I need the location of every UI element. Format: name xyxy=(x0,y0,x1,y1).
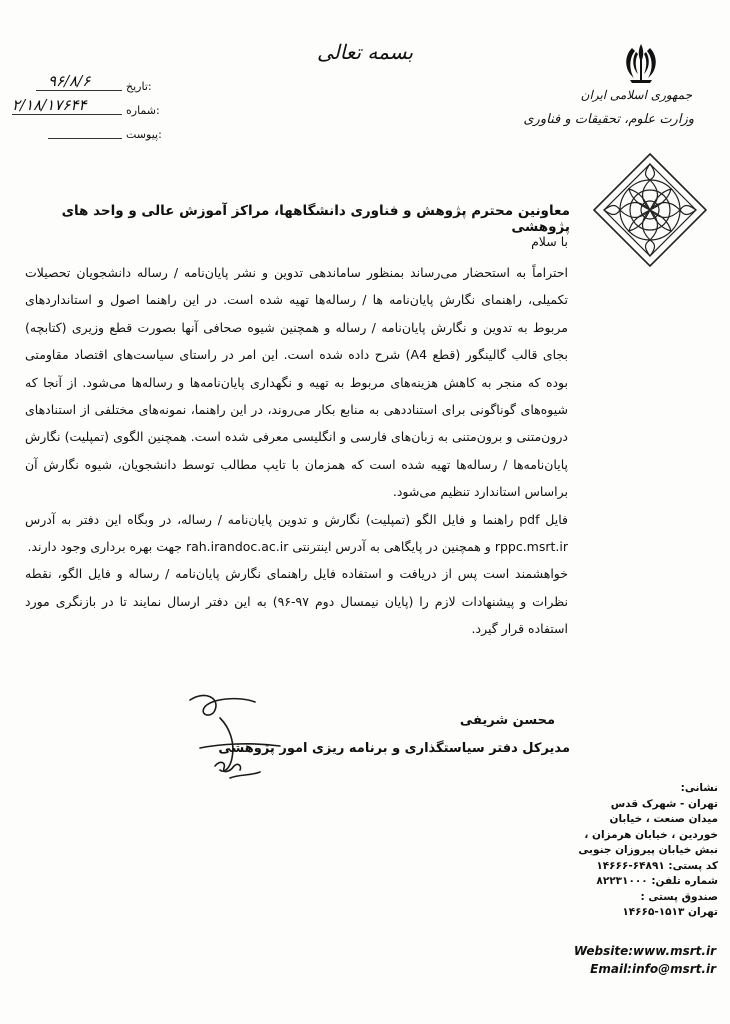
letter-body xyxy=(25,259,568,643)
address-line: کد پستی: ۶۴۸۹۱-۱۴۶۶۶ xyxy=(596,859,718,872)
ornament-icon xyxy=(590,150,710,270)
letter-greeting: با سلام xyxy=(531,234,568,249)
bismillah-heading: بسمه تعالی xyxy=(316,40,414,64)
website-link[interactable]: Website:www.msrt.ir xyxy=(573,944,716,958)
address-line: شماره تلفن: ۸۲۲۳۱۰۰۰ xyxy=(596,875,718,887)
signatory-title: مدیرکل دفتر سیاستگذاری و برنامه ریزی امور پژوهشی xyxy=(218,741,570,756)
signatory-name: محسن شریفی xyxy=(459,713,555,728)
number-value: ۲/۱۸/۱۷۶۴۴ xyxy=(12,96,87,114)
number-label: شماره: xyxy=(126,104,160,117)
email-link[interactable]: Email:info@msrt.ir xyxy=(590,962,716,976)
handwritten-signature-icon xyxy=(160,688,310,788)
address-line: میدان صنعت ، خیابان xyxy=(609,813,718,825)
iran-emblem-icon xyxy=(618,40,664,86)
address-line: صندوق پستی : xyxy=(640,890,718,903)
date-label: تاریخ: xyxy=(126,80,152,93)
ministry-name: وزارت علوم، تحقیقات و فناوری xyxy=(523,112,694,127)
body-paragraph-2: فایل pdf راهنما و فایل الگو (تمپلیت) نگارش و تدوین پایان‌نامه / رساله، در وبگاه این دفتر به آدرس rppc.msrt.ir و همچنین در پایگاهی به آدرس اینترنتی rah.irandoc.ac.ir جهت بهره برداری وجود دارند. xyxy=(25,511,568,555)
date-value: ۹۶/۸/۶ xyxy=(48,72,91,90)
body-paragraph-1: احتراماً به استحضار می‌رساند بمنظور ساماندهی تدوین و نشر پایان‌نامه / رساله دانشجویان تحصیلات تکمیلی، راهنمای نگارش پایان‌نامه ها / رساله‌ها تهیه شده است. در این راهنما اصول و استانداردهای مربوط به تدوین و نگارش پایان‌نامه / رساله و همچنین شیوه صحافی آنها بصورت قطع وزیری (کتابچه) بجای قالب گالینگور (قطع A4) شرح داده شده است. این امر در راستای سیاست‌های اقتصاد مقاومتی بوده که منجر به کاهش هزینه‌های مربوط به تهیه و نگهداری پایان‌نامه‌ها و رساله‌ها می‌شود. از آنجا که شیوه‌های گوناگونی برای استناددهی به منابع بکار می‌روند، در این راهنما، نمونه‌های مختلفی از استنادهای درون‌متنی و برون‌متنی به زبان‌های فارسی و انگلیسی معرفی شده است. همچنین الگوی (تمپلیت) نگارش پایان‌نامه‌ها / رساله‌ها تهیه شده است که همزمان با تایپ مطالب توسط دانشجویان، شیوه نگارش آن براساس استاندارد تنظیم می‌شود. xyxy=(25,265,568,500)
address-line: تهران - شهرک قدس xyxy=(610,797,718,810)
attachment-label: پیوست: xyxy=(126,128,162,141)
address-line: نشانی: xyxy=(680,782,718,794)
address-line: خوردین ، خیابان هرمزان ، xyxy=(584,828,718,841)
address-block xyxy=(558,781,718,921)
attachment-underline xyxy=(48,138,122,139)
address-line: تهران ۱۵۱۳-۱۴۶۶۵ xyxy=(622,906,718,918)
letter-heading: معاونین محترم پژوهش و فناوری دانشگاهها، مراکز آموزش عالی و واحد های پژوهشی xyxy=(61,203,570,235)
date-underline xyxy=(36,90,122,91)
address-line: نبش خیابان پیروزان جنوبی xyxy=(578,844,718,856)
body-paragraph-3: خواهشمند است پس از دریافت و استفاده فایل راهنمای نگارش پایان‌نامه / رساله و فایل الگو، نقطه نظرات و پیشنهادات لازم را (پایان نیمسال دوم ۹۷-۹۶) به این دفتر ارسال نمایند تا در بازنگری مورد استفاده قرار گیرد. xyxy=(25,566,569,637)
number-underline xyxy=(12,114,122,115)
government-name: جمهوری اسلامی ایران xyxy=(580,88,692,102)
